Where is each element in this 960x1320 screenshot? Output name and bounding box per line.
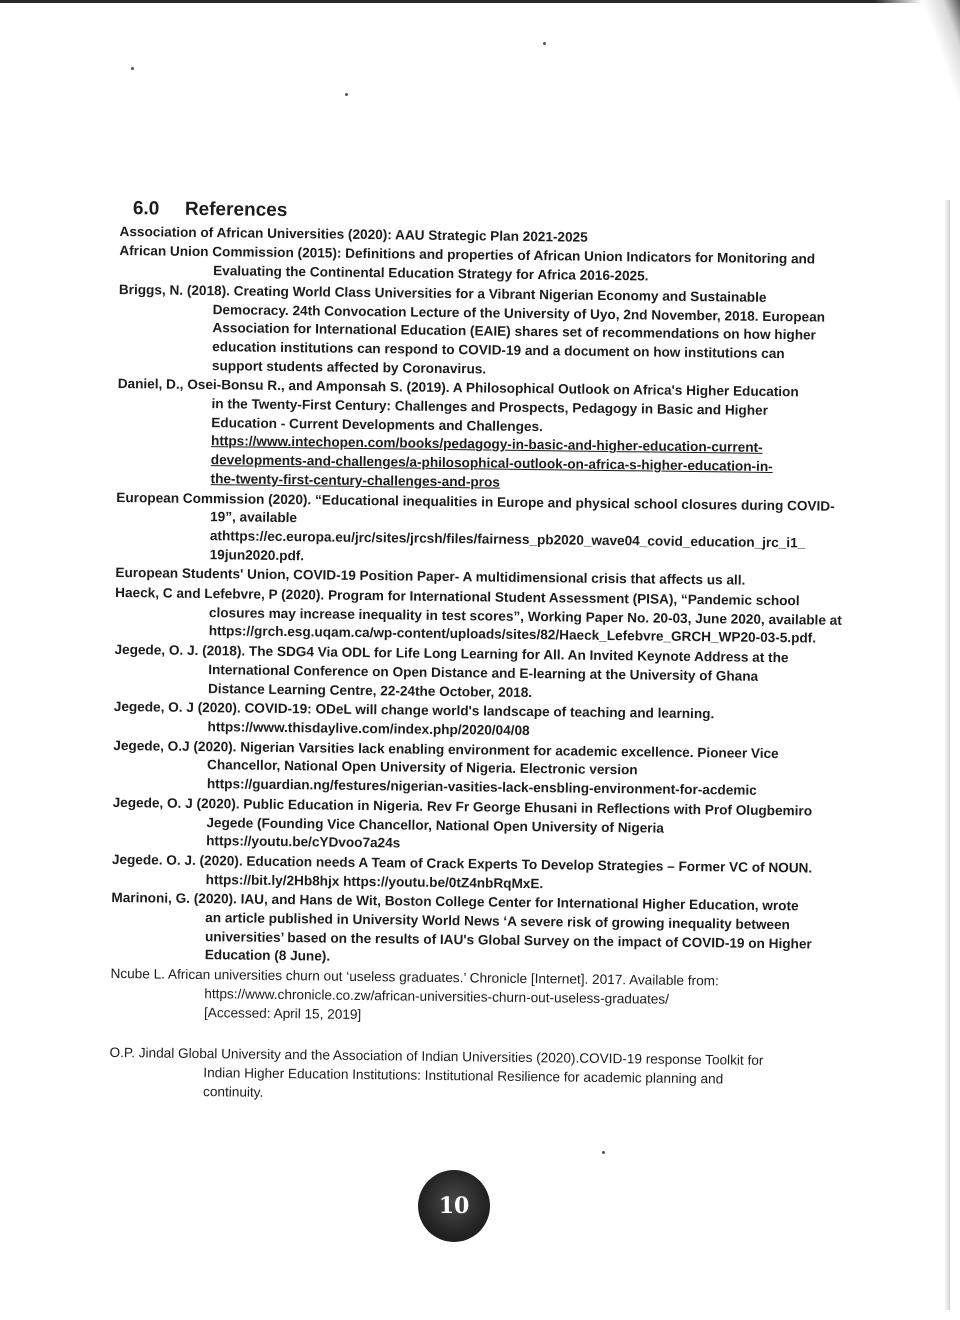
page-curl-shadow (840, 0, 960, 260)
reference-continuation-line: https://guardian.ng/festures/nigerian-vasities-lack-ensbling-environment-for-acdemic (206, 776, 757, 798)
reference-first-line: European Students' Union, COVID-19 Position Paper- A multidimensional crisis that affects us all. (115, 565, 746, 589)
reference-continuation-line: https://bit.ly/2Hb8hjx https://youtu.be/0tZ4nbRqMxE. (205, 871, 544, 891)
reference-first-line: O.P. Jindal Global University and the Association of Indian Universities (2020).COVID-19 response Toolkit for (109, 1045, 764, 1069)
reference-continuation-line: closures may increase inequality in test scores”, Working Paper No. 20-03, June 2020, available at (208, 604, 842, 628)
reference-item (114, 641, 850, 706)
reference-first-line: European Commission (2020). “Educational inequalities in Europe and physical school closures during COVID- (116, 489, 835, 514)
reference-link[interactable]: developments-and-challenges/a-philosophical-outlook-on-africa-s-higher-education-in- (210, 452, 773, 475)
reference-item (116, 375, 852, 496)
section-title: References (184, 198, 288, 222)
reference-item (118, 281, 854, 383)
reference-continuation-line: https://grch.esg.uqam.ca/wp-content/uploads/sites/82/Haeck_Lefebvre_GRCH_WP20-03-5.pdf. (208, 623, 817, 647)
page-number: 10 (438, 1193, 470, 1219)
reference-continuation-line: in the Twenty-First Century: Challenges and Prospects, Pedagogy in Basic and Higher (211, 396, 769, 418)
reference-continuation-line: Association for International Education (EAIE) shares set of recommendations on how higher (212, 320, 816, 343)
reference-continuation-line: support students affected by Coronavirus. (211, 357, 487, 377)
reference-continuation-line: https://www.thisdaylive.com/index.php/2020/04/08 (207, 719, 530, 739)
reference-item (109, 1044, 845, 1109)
reference-first-line: Daniel, D., Osei-Bonsu R., and Amponsah S. (2019). A Philosophical Outlook on Africa's Higher Education (117, 376, 799, 400)
reference-first-line: Jegede, O. J. (2018). The SDG4 Via ODL for Life Long Learning for All. An Invited Keynote Address at the (114, 642, 789, 666)
section-number: 6.0 (132, 198, 160, 220)
reference-continuation-line: 19”, available (210, 509, 298, 526)
reference-continuation-line: Democracy. 24th Convocation Lecture of the University of Uyo, 2nd November, 2018. European (212, 301, 826, 325)
page-edge-shadow (944, 200, 950, 1310)
scan-speck (131, 67, 134, 70)
reference-first-line: Jegede, O. J (2020). COVID-19: ODeL will change world's landscape of teaching and learning. (113, 699, 715, 722)
scan-speck (602, 1151, 605, 1154)
reference-first-line: African Union Commission (2015): Definitions and properties of African Union Indicators for Monitoring and (119, 243, 816, 267)
reference-first-line: Marinoni, G. (2020). IAU, and Hans de Wit, Boston College Center for International Higher Education, wrote (111, 890, 799, 914)
reference-continuation-line: Education - Current Developments and Challenges. (211, 414, 543, 434)
reference-link[interactable]: https://www.intechopen.com/books/pedagogy-in-basic-and-higher-education-current- (210, 433, 763, 456)
reference-first-line: Jegede, O.J (2020). Nigerian Varsities lack enabling environment for academic excellence. Pioneer Vice (113, 737, 779, 761)
reference-item (112, 794, 848, 859)
reference-continuation-line: Indian Higher Education Institutions: Institutional Resilience for academic planning and (203, 1065, 724, 1087)
reference-list (109, 223, 855, 1110)
reference-continuation-line: athttps://ec.europa.eu/jrc/sites/jrcsh/files/fairness_pb2020_wave04_covid_education_jrc_i1_ (209, 528, 806, 551)
reference-continuation-line: Distance Learning Centre, 22-24the October, 2018. (207, 680, 533, 700)
reference-continuation-line: Education (8 June). (204, 947, 331, 965)
reference-continuation-line: International Conference on Open Distance and E-learning at the University of Ghana (208, 661, 759, 684)
reference-continuation-line: 19jun2020.pdf. (209, 546, 305, 563)
reference-continuation-line: an article published in University World News ‘A severe risk of growing inequality between (205, 910, 790, 933)
reference-item (115, 584, 851, 649)
reference-first-line: Briggs, N. (2018). Creating World Class Universities for a Vibrant Nigerian Economy and Sustainable (118, 281, 767, 305)
reference-continuation-line: https://www.chronicle.co.zw/african-universities-churn-out-useless-graduates/ (204, 985, 670, 1007)
reference-continuation-line: continuity. (203, 1083, 264, 1100)
reference-item (111, 889, 847, 973)
reference-first-line: Association of African Universities (2020): AAU Strategic Plan 2021-2025 (119, 223, 588, 245)
scan-top-edge (0, 0, 960, 3)
reference-item (110, 965, 846, 1030)
reference-continuation-line: Evaluating the Continental Education Strategy for Africa 2016-2025. (213, 263, 649, 284)
reference-first-line: Ncube L. African universities churn out ‘useless graduates.’ Chronicle [Internet]. 2017. Available from: (110, 966, 719, 989)
reference-first-line: Jegede, O. J (2020). Public Education in Nigeria. Rev Fr George Ehusani in Reflections with Prof Olugbemiro (112, 794, 813, 819)
reference-continuation-line: https://youtu.be/cYDvoo7a24s (206, 833, 401, 851)
page-number-badge (418, 1170, 490, 1242)
reference-continuation-line: Chancellor, National Open University of Nigeria. Electronic version (207, 757, 638, 778)
reference-first-line: Jegede. O. J. (2020). Education needs A Team of Crack Experts To Develop Strategies – Former VC of NOUN. (111, 851, 813, 876)
scan-speck (543, 42, 546, 45)
reference-link[interactable]: the-twenty-first-century-challenges-and-pros (210, 470, 500, 490)
reference-first-line: Haeck, C and Lefebvre, P (2020). Program for International Student Assessment (PISA), “Pandemic school (115, 585, 800, 609)
reference-item (116, 489, 852, 573)
references-section (109, 200, 855, 1110)
reference-continuation-line: Jegede (Founding Vice Chancellor, National Open University of Nigeria (206, 814, 664, 836)
reference-accessed-date: [Accessed: April 15, 2019] (203, 1004, 362, 1022)
reference-continuation-line: universities’ based on the results of IAU's Global Survey on the impact of COVID-19 on Higher (204, 928, 812, 952)
reference-continuation-line: education institutions can respond to COVID-19 and a document on how institutions can (212, 339, 785, 362)
reference-item (113, 737, 849, 802)
scan-speck (345, 93, 348, 96)
